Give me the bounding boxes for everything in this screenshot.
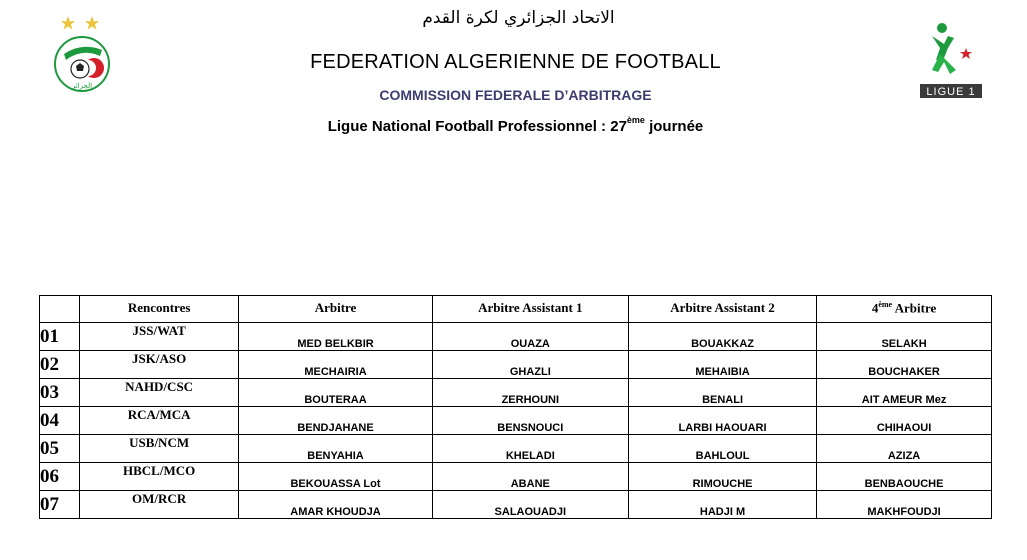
- match-cell: NAHD/CSC: [79, 379, 239, 407]
- arbitre-cell: MED BELKBIR: [239, 323, 432, 351]
- match-cell: OM/RCR: [79, 491, 239, 519]
- assistant-1-cell: GHAZLI: [432, 351, 628, 379]
- row-number: 03: [40, 379, 80, 407]
- assistant-1-cell: ABANE: [432, 463, 628, 491]
- fourth-arbitre-cell: AZIZA: [817, 435, 992, 463]
- arbitre-cell: BEKOUASSA Lot: [239, 463, 432, 491]
- ligue-title: [0, 117, 1027, 135]
- row-number: 05: [40, 435, 80, 463]
- assistant-1-cell: OUAZA: [432, 323, 628, 351]
- row-number: 07: [40, 491, 80, 519]
- fourth-arbitre-cell: BENBAOUCHE: [817, 463, 992, 491]
- header-rencontres: Rencontres: [79, 296, 239, 323]
- assistant-2-cell: MEHAIBIA: [628, 351, 816, 379]
- table-row: [40, 491, 992, 519]
- header-assistant-2: Arbitre Assistant 2: [628, 296, 816, 323]
- match-cell: JSS/WAT: [79, 323, 239, 351]
- fourth-arbitre-cell: BOUCHAKER: [817, 351, 992, 379]
- federation-title: FEDERATION ALGERIENNE DE FOOTBALL: [310, 51, 721, 73]
- row-number: 01: [40, 323, 80, 351]
- fourth-num: 4: [871, 300, 879, 316]
- ligue-sup: ème: [626, 115, 645, 125]
- row-number: 04: [40, 407, 80, 435]
- ligue-logo-label: LIGUE 1: [926, 86, 976, 98]
- ligue-prefix: Ligue National Football Professionnel : 27: [327, 118, 627, 135]
- match-cell: USB/NCM: [79, 435, 239, 463]
- assistant-2-cell: BAHLOUL: [628, 435, 816, 463]
- fourth-arbitre-cell: CHIHAOUI: [817, 407, 992, 435]
- arbitre-cell: BENDJAHANE: [239, 407, 432, 435]
- match-cell: RCA/MCA: [79, 407, 239, 435]
- fourth-arbitre-cell: AIT AMEUR Mez: [817, 379, 992, 407]
- assistant-1-cell: KHELADI: [432, 435, 628, 463]
- ligue-suffix: journée: [644, 118, 704, 135]
- assistant-2-cell: BENALI: [628, 379, 816, 407]
- arabic-title: الاتحاد الجزائري لكرة القدم: [422, 8, 615, 28]
- fourth-label: Arbitre: [892, 300, 937, 316]
- assistant-1-cell: ZERHOUNI: [432, 379, 628, 407]
- table-row: [40, 407, 992, 435]
- arbitre-cell: BENYAHIA: [239, 435, 432, 463]
- row-number: 02: [40, 351, 80, 379]
- assistant-1-cell: BENSNOUCI: [432, 407, 628, 435]
- header-arbitre: Arbitre: [239, 296, 432, 323]
- logo-text: الجزائر: [71, 82, 93, 90]
- assistant-1-cell: SALAOUADJI: [432, 491, 628, 519]
- fourth-sup: ème: [878, 300, 893, 309]
- arbitre-cell: MECHAIRIA: [239, 351, 432, 379]
- table-row: [40, 351, 992, 379]
- assistant-2-cell: LARBI HAOUARI: [628, 407, 816, 435]
- header-fourth-arbitre: [817, 296, 992, 323]
- arbitre-cell: AMAR KHOUDJA: [239, 491, 432, 519]
- header-assistant-1: Arbitre Assistant 1: [432, 296, 628, 323]
- assistant-2-cell: RIMOUCHE: [628, 463, 816, 491]
- fourth-arbitre-cell: SELAKH: [817, 323, 992, 351]
- match-cell: HBCL/MCO: [79, 463, 239, 491]
- table-row: [40, 463, 992, 491]
- commission-title: COMMISSION FEDERALE D’ARBITRAGE: [379, 87, 652, 103]
- arbitre-cell: BOUTERAA: [239, 379, 432, 407]
- match-cell: JSK/ASO: [79, 351, 239, 379]
- row-number: 06: [40, 463, 80, 491]
- fourth-arbitre-cell: MAKHFOUDJI: [817, 491, 992, 519]
- table-row: [40, 435, 992, 463]
- assistant-2-cell: BOUAKKAZ: [628, 323, 816, 351]
- referee-table: [39, 295, 992, 519]
- table-row: [40, 323, 992, 351]
- table-row: [40, 379, 992, 407]
- table-header-row: [40, 296, 992, 323]
- assistant-2-cell: HADJI M: [628, 491, 816, 519]
- header-num: [40, 296, 80, 323]
